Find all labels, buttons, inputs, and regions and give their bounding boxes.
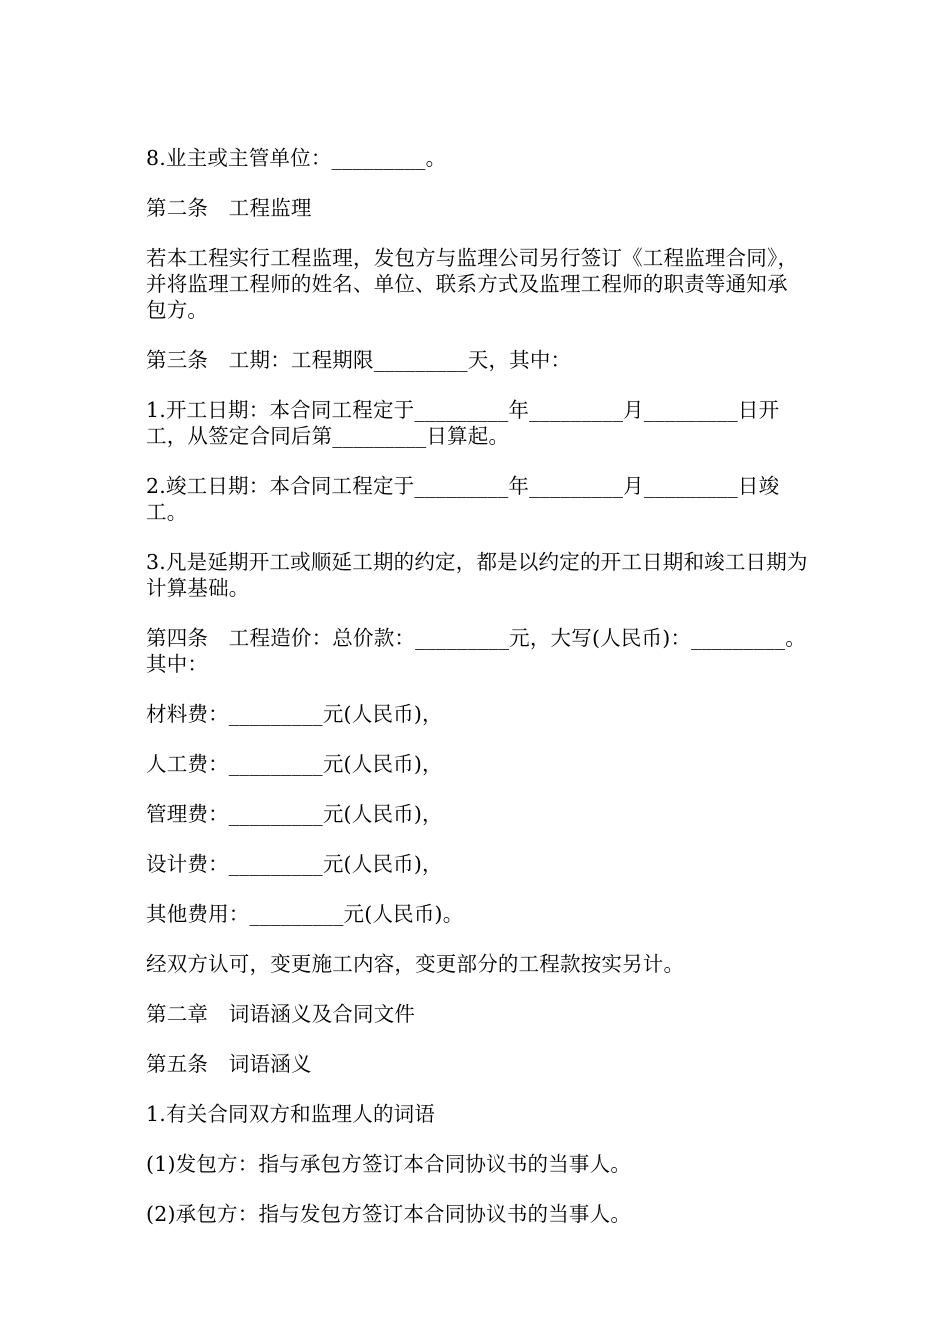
document-body — [146, 145, 808, 1251]
article-2-heading: 第二条 工程监理 — [146, 196, 312, 220]
design-cost-line: 设计费：_________元(人民币)， — [146, 852, 443, 876]
article-5-heading: 第五条 词语涵义 — [146, 1052, 312, 1076]
article-4-heading: 第四条 工程造价：总价款：_________元，大写(人民币)：_________。其中： — [146, 626, 806, 676]
other-cost-line: 其他费用：_________元(人民币)。 — [146, 902, 464, 926]
material-cost-line: 材料费：_________元(人民币)， — [146, 702, 443, 726]
change-clause: 经双方认可，变更施工内容，变更部分的工程款按实另计。 — [146, 952, 685, 976]
management-cost-line: 管理费：_________元(人民币)， — [146, 802, 443, 826]
terms-subheading: 1.有关合同双方和监理人的词语 — [146, 1102, 436, 1126]
chapter-2-heading: 第二章 词语涵义及合同文件 — [146, 1002, 416, 1026]
start-date-clause: 1.开工日期：本合同工程定于_________年_________月_________日开工，从签定合同后第_________日算起。 — [146, 398, 780, 448]
employer-definition: (1)发包方：指与承包方签订本合同协议书的当事人。 — [146, 1152, 632, 1176]
supervision-paragraph: 若本工程实行工程监理，发包方与监理公司另行签订《工程监理合同》，并将监理工程师的姓名、单位、联系方式及监理工程师的职责等通知承包方。 — [146, 246, 799, 322]
article-3-heading: 第三条 工期：工程期限_________天，其中： — [146, 348, 572, 372]
completion-date-clause: 2.竣工日期：本合同工程定于_________年_________月_________日竣工。 — [146, 474, 780, 524]
delay-clause: 3.凡是延期开工或顺延工期的约定，都是以约定的开工日期和竣工日期为计算基础。 — [146, 550, 808, 600]
contractor-definition: (2)承包方：指与发包方签订本合同协议书的当事人。 — [146, 1202, 632, 1226]
labor-cost-line: 人工费：_________元(人民币)， — [146, 752, 443, 776]
owner-unit-line: 8.业主或主管单位：_________。 — [146, 146, 447, 170]
